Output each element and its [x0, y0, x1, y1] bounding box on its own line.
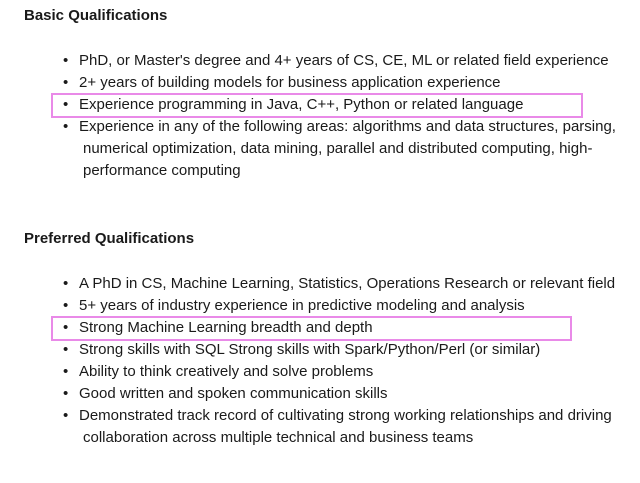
- bullet-icon: •: [63, 52, 69, 69]
- bullet-icon: •: [63, 341, 69, 358]
- basic-qualifications-heading: Basic Qualifications: [24, 7, 168, 24]
- bullet-icon: •: [63, 363, 69, 380]
- bullet-icon: •: [63, 385, 69, 402]
- bullet-icon: •: [63, 275, 69, 292]
- bullet-icon: •: [63, 407, 69, 424]
- list-item: [0, 72, 640, 94]
- list-item-text: Demonstrated track record of cultivating strong working relationships and driving collaboration across multiple technical and business teams: [79, 407, 612, 446]
- list-item-text: Experience programming in Java, C++, Python or related language: [79, 96, 524, 113]
- list-item: [0, 116, 640, 182]
- list-item-text: PhD, or Master's degree and 4+ years of CS, CE, ML or related field experience: [79, 52, 609, 69]
- list-item-text: 5+ years of industry experience in predictive modeling and analysis: [79, 297, 525, 314]
- list-item: [0, 339, 640, 361]
- list-item: [0, 405, 640, 449]
- list-item: [0, 317, 640, 339]
- list-item-text: Strong Machine Learning breadth and depth: [79, 319, 373, 336]
- list-item-text: A PhD in CS, Machine Learning, Statistics, Operations Research or relevant field: [79, 275, 616, 292]
- list-item: [0, 295, 640, 317]
- preferred-qualifications-heading: Preferred Qualifications: [24, 230, 195, 247]
- list-item-text: Good written and spoken communication skills: [79, 385, 388, 402]
- list-item: [0, 94, 640, 116]
- list-item: [0, 50, 640, 72]
- list-item-text: Ability to think creatively and solve problems: [79, 363, 374, 380]
- basic-qualifications-list: [0, 50, 640, 182]
- list-item: [0, 383, 640, 405]
- list-item-text: Experience in any of the following areas: algorithms and data structures, parsing, numerical optimization, data mining, parallel and distributed computing, high-performance computing: [79, 118, 616, 179]
- preferred-qualifications-list: [0, 273, 640, 449]
- bullet-icon: •: [63, 297, 69, 314]
- list-item: [0, 273, 640, 295]
- bullet-icon: •: [63, 118, 69, 135]
- bullet-icon: •: [63, 96, 69, 113]
- list-item-text: 2+ years of building models for business application experience: [79, 74, 501, 91]
- list-item-text: Strong skills with SQL Strong skills with Spark/Python/Perl (or similar): [79, 341, 541, 358]
- bullet-icon: •: [63, 319, 69, 336]
- bullet-icon: •: [63, 74, 69, 91]
- list-item: [0, 361, 640, 383]
